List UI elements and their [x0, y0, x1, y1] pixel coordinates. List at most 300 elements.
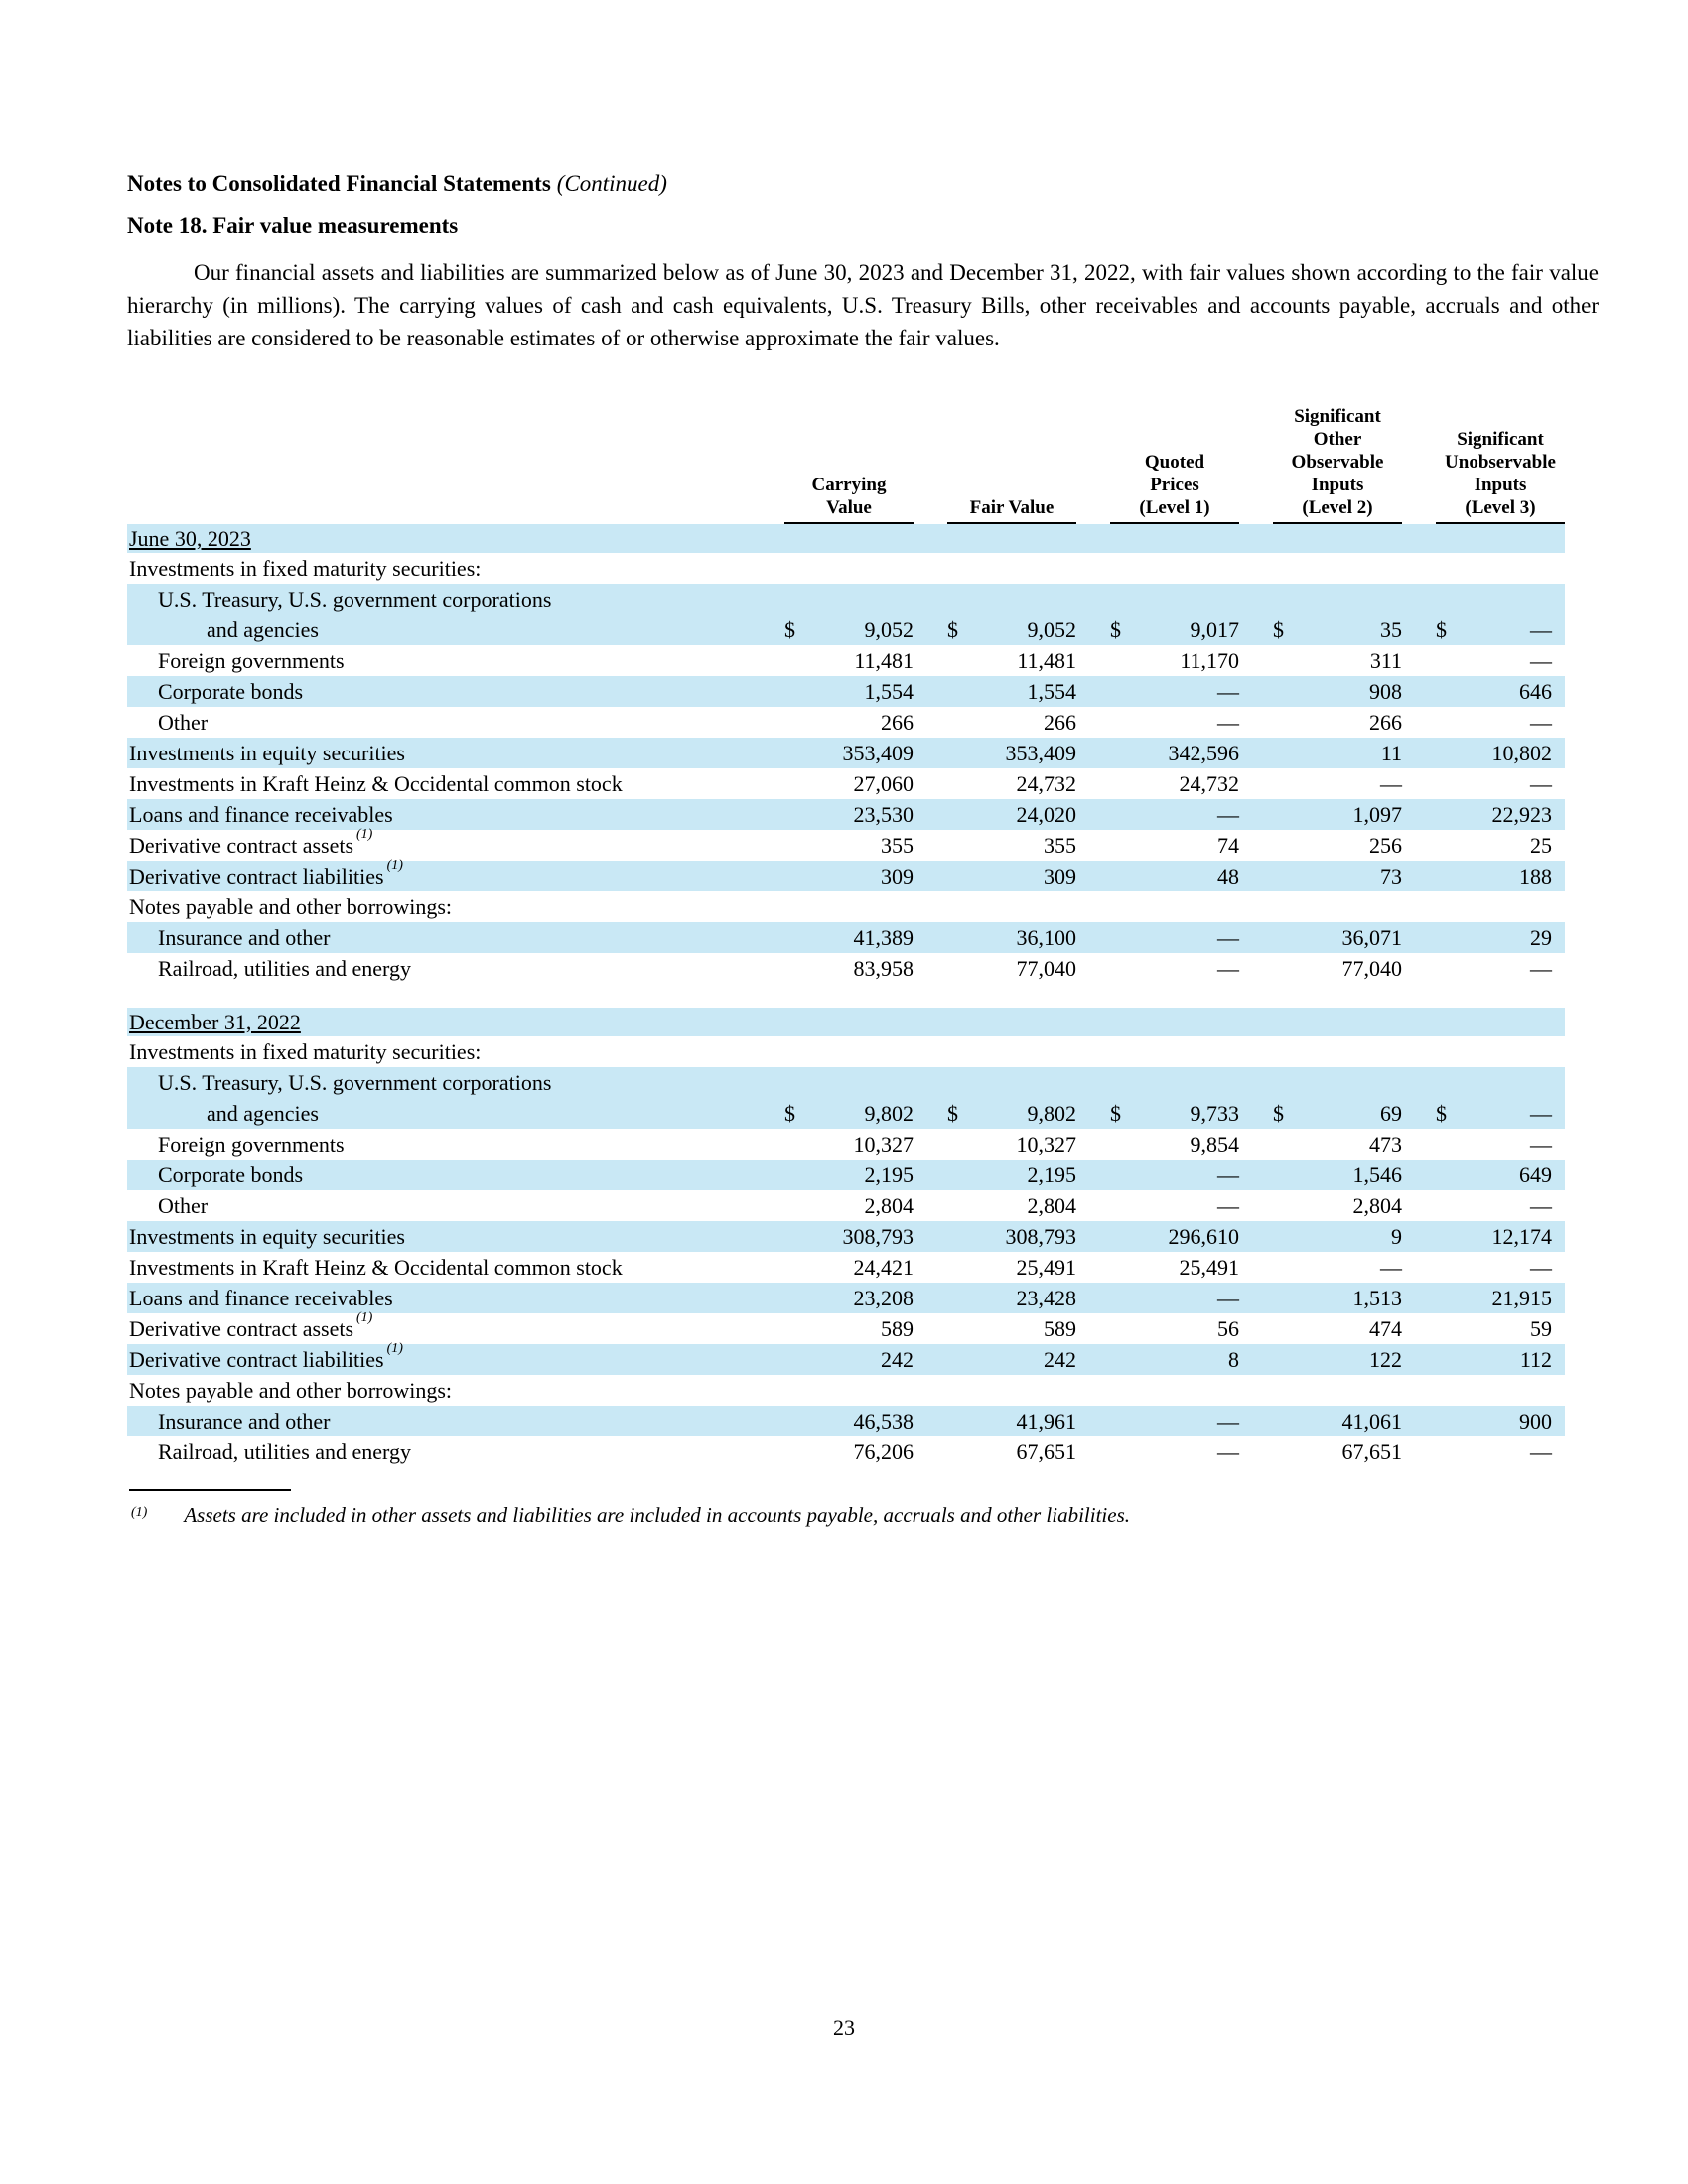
- value-text: —: [1380, 1255, 1402, 1280]
- row-label: [127, 676, 751, 707]
- value-text: 69: [1380, 1101, 1402, 1126]
- row-label: [127, 1036, 751, 1067]
- value-text: 24,732: [1016, 771, 1076, 796]
- page-number: 23: [833, 2015, 855, 2040]
- row-label-line: Railroad, utilities and energy: [158, 1439, 411, 1464]
- value-text: 25,491: [1016, 1255, 1076, 1280]
- value-cell: [1436, 799, 1565, 830]
- value-cell: [1110, 1313, 1239, 1344]
- row-label-line: Foreign governments: [158, 648, 345, 673]
- row-label: [127, 1221, 751, 1252]
- value-text: 9,802: [1027, 1101, 1076, 1126]
- value-text: 112: [1519, 1347, 1552, 1372]
- table-row-insurance-and-other: [127, 1406, 1565, 1436]
- value-text: —: [1530, 1439, 1552, 1464]
- value-text: 22,923: [1491, 802, 1552, 827]
- column-header-level-2: [1273, 405, 1402, 524]
- value-text: 2,804: [864, 1193, 914, 1218]
- value-cell: [1436, 584, 1565, 645]
- table-header-row: [127, 398, 1565, 524]
- value-cell: [1273, 553, 1402, 584]
- value-cell: [1110, 645, 1239, 676]
- value-text: —: [1530, 1101, 1552, 1126]
- value-cell: [1110, 891, 1239, 922]
- value-text: 11,170: [1180, 648, 1239, 673]
- value-cell: [1273, 1252, 1402, 1283]
- value-cell: [947, 1221, 1076, 1252]
- value-text: 73: [1380, 864, 1402, 888]
- row-label: [127, 1190, 751, 1221]
- value-text: 1,097: [1352, 802, 1402, 827]
- value-cell: [1110, 1160, 1239, 1190]
- row-label-line: Corporate bonds: [158, 1162, 304, 1187]
- value-cell: [947, 1129, 1076, 1160]
- column-header-line: Significant: [1457, 429, 1544, 450]
- value-text: 589: [881, 1316, 914, 1341]
- value-cell: [1110, 1129, 1239, 1160]
- value-cell: [784, 524, 914, 553]
- column-header-level-3: [1436, 428, 1565, 524]
- value-cell: [1436, 676, 1565, 707]
- value-text: 1,546: [1352, 1162, 1402, 1187]
- value-cell: [947, 1436, 1076, 1467]
- row-label-line: Insurance and other: [158, 1409, 331, 1433]
- row-label: [127, 1252, 751, 1283]
- value-cell: [784, 1067, 914, 1129]
- value-cell: [947, 1252, 1076, 1283]
- value-cell: [1273, 645, 1402, 676]
- value-cell: [1273, 707, 1402, 738]
- value-text: —: [1380, 771, 1402, 796]
- document-title-continued: (Continued): [556, 171, 667, 196]
- value-cell: [947, 768, 1076, 799]
- row-label: [127, 553, 751, 584]
- value-cell: [1110, 1344, 1239, 1375]
- value-cell: [947, 707, 1076, 738]
- value-cell: [784, 922, 914, 953]
- value-text: 67,651: [1016, 1439, 1076, 1464]
- value-text: 1,554: [1027, 679, 1076, 704]
- table-row-u-s-treasury-u-s-government-corporations: [127, 584, 1565, 645]
- value-cell: [1436, 553, 1565, 584]
- value-cell: [1273, 524, 1402, 553]
- value-text: 41,389: [853, 925, 914, 950]
- intro-paragraph: Our financial assets and liabilities are summarized below as of June 30, 2023 and December 31, 2022, with fair values shown according to the fair value hierarchy (in millions). The carrying values of cash and cash equivalents, U.S. Treasury Bills, other receivables and accounts payable, accruals and other liabilities are considered to be reasonable estimates of or otherwise approximate the fair values.: [127, 260, 1599, 350]
- table-row-u-s-treasury-u-s-government-corporations: [127, 1067, 1565, 1129]
- row-label: [127, 1129, 751, 1160]
- value-cell: [1436, 1375, 1565, 1406]
- table-row-corporate-bonds: [127, 676, 1565, 707]
- footnote-ref: (1): [386, 1340, 403, 1356]
- row-label-line: Foreign governments: [158, 1132, 345, 1157]
- value-text: 10,802: [1491, 741, 1552, 765]
- row-label-line: Other: [158, 710, 209, 735]
- value-text: 1,554: [864, 679, 914, 704]
- row-label: [127, 1160, 751, 1190]
- table-row-investments-in-equity-securities: [127, 738, 1565, 768]
- column-header-level-1: [1110, 451, 1239, 524]
- row-label: [127, 799, 751, 830]
- value-text: —: [1217, 802, 1239, 827]
- currency-symbol: $: [1273, 617, 1284, 642]
- table-row-derivative-contract-liabilities: [127, 1340, 1565, 1375]
- row-label-line: Other: [158, 1193, 209, 1218]
- value-cell: [1436, 1344, 1565, 1375]
- currency-symbol: $: [784, 617, 795, 642]
- value-cell: [1110, 1375, 1239, 1406]
- row-label-line: Derivative contract liabilities $^{(1)}$: [129, 857, 403, 888]
- table-row-foreign-governments: [127, 645, 1565, 676]
- row-label: [127, 1283, 751, 1313]
- value-text: 23,428: [1016, 1286, 1076, 1310]
- value-text: 46,538: [853, 1409, 914, 1433]
- value-cell: [1436, 707, 1565, 738]
- row-label: [127, 953, 751, 984]
- value-cell: [784, 1190, 914, 1221]
- column-header-line: Other: [1313, 429, 1362, 450]
- value-cell: [784, 1283, 914, 1313]
- value-text: —: [1217, 1286, 1239, 1310]
- value-cell: [1273, 953, 1402, 984]
- value-cell: [1273, 1190, 1402, 1221]
- value-cell: [1436, 768, 1565, 799]
- row-label-line: U.S. Treasury, U.S. government corporations: [158, 587, 552, 612]
- value-cell: [947, 1067, 1076, 1129]
- value-text: 56: [1217, 1316, 1239, 1341]
- row-label: [127, 922, 751, 953]
- table-row-foreign-governments: [127, 1129, 1565, 1160]
- value-cell: [1273, 1436, 1402, 1467]
- value-cell: [1273, 1344, 1402, 1375]
- column-header-line: Carrying: [811, 475, 887, 495]
- value-text: —: [1530, 1132, 1552, 1157]
- value-cell: [947, 738, 1076, 768]
- footnote-ref: (1): [356, 1309, 373, 1325]
- column-header-line: Significant: [1294, 406, 1381, 427]
- value-text: 11: [1380, 741, 1402, 765]
- value-cell: [947, 1160, 1076, 1190]
- table-row-derivative-contract-liabilities: [127, 857, 1565, 891]
- value-text: —: [1530, 710, 1552, 735]
- row-label-line: Notes payable and other borrowings:: [129, 1378, 453, 1403]
- row-label: [127, 584, 751, 645]
- table-row-corporate-bonds: [127, 1160, 1565, 1190]
- value-cell: [947, 553, 1076, 584]
- value-cell: [1273, 861, 1402, 891]
- row-label: [127, 826, 751, 861]
- table-row-investments-in-fixed-maturity-securities: [127, 553, 1565, 584]
- currency-symbol: $: [1436, 617, 1447, 642]
- row-label: [127, 707, 751, 738]
- value-text: —: [1217, 1439, 1239, 1464]
- value-text: —: [1530, 617, 1552, 642]
- row-label: [127, 1067, 751, 1129]
- value-cell: [784, 707, 914, 738]
- value-text: 311: [1369, 648, 1402, 673]
- column-header-line: Unobservable: [1445, 452, 1556, 473]
- value-text: 308,793: [1005, 1224, 1076, 1249]
- value-cell: [1110, 1067, 1239, 1129]
- value-cell: [784, 1252, 914, 1283]
- value-text: 10,327: [853, 1132, 914, 1157]
- value-cell: [1273, 768, 1402, 799]
- row-label: [127, 857, 751, 891]
- table-row-railroad-utilities-and-energy: [127, 953, 1565, 984]
- value-text: 1,513: [1352, 1286, 1402, 1310]
- value-text: 2,195: [1027, 1162, 1076, 1187]
- value-text: 77,040: [1341, 956, 1402, 981]
- document-title: [127, 170, 1599, 198]
- value-text: 74: [1217, 833, 1239, 858]
- value-text: —: [1217, 679, 1239, 704]
- row-label: [127, 645, 751, 676]
- value-cell: [1273, 799, 1402, 830]
- section-date-row-june-30-2023: [127, 524, 1565, 553]
- value-cell: [1436, 861, 1565, 891]
- row-label-line: Investments in Kraft Heinz & Occidental common stock: [129, 771, 623, 796]
- value-cell: [1110, 830, 1239, 861]
- value-text: 122: [1369, 1347, 1402, 1372]
- value-cell: [784, 891, 914, 922]
- value-text: 23,530: [853, 802, 914, 827]
- value-text: —: [1530, 1255, 1552, 1280]
- value-text: 59: [1530, 1316, 1552, 1341]
- section-date: [127, 1008, 751, 1036]
- column-header-carrying-value: [784, 474, 914, 524]
- currency-symbol: $: [1110, 617, 1121, 642]
- value-text: 9: [1391, 1224, 1402, 1249]
- value-text: 908: [1369, 679, 1402, 704]
- value-cell: [947, 1344, 1076, 1375]
- value-text: 10,327: [1016, 1132, 1076, 1157]
- row-label: [127, 891, 751, 922]
- value-cell: [1436, 922, 1565, 953]
- column-header-line: Value: [826, 497, 872, 518]
- row-label-line: Railroad, utilities and energy: [158, 956, 411, 981]
- value-cell: [947, 1283, 1076, 1313]
- value-cell: [784, 738, 914, 768]
- table-row-other: [127, 707, 1565, 738]
- column-header-fair-value: [947, 496, 1076, 524]
- value-cell: [947, 584, 1076, 645]
- value-cell: [1110, 799, 1239, 830]
- value-cell: [1110, 738, 1239, 768]
- value-text: 353,409: [842, 741, 914, 765]
- table-row-investments-in-kraft-heinz-occidental-common-stock: [127, 768, 1565, 799]
- value-text: 23,208: [853, 1286, 914, 1310]
- table-row-derivative-contract-assets: [127, 826, 1565, 861]
- value-cell: [784, 553, 914, 584]
- table-row-loans-and-finance-receivables: [127, 1283, 1565, 1313]
- value-text: 2,804: [1352, 1193, 1402, 1218]
- value-text: 27,060: [853, 771, 914, 796]
- currency-symbol: $: [1273, 1101, 1284, 1126]
- value-cell: [1110, 861, 1239, 891]
- row-label: [127, 1436, 751, 1467]
- value-cell: [947, 922, 1076, 953]
- value-cell: [1436, 1252, 1565, 1283]
- value-cell: [947, 676, 1076, 707]
- value-cell: [1110, 524, 1239, 553]
- value-text: 29: [1530, 925, 1552, 950]
- section-spacer: [127, 984, 1565, 1008]
- value-text: 36,100: [1016, 925, 1076, 950]
- value-text: —: [1217, 1409, 1239, 1433]
- column-header-line: Observable: [1291, 452, 1384, 473]
- value-text: 9,854: [1190, 1132, 1239, 1157]
- footnote-marker: (1): [131, 1505, 148, 1520]
- value-cell: [1110, 1406, 1239, 1436]
- table-row-other: [127, 1190, 1565, 1221]
- footnote: [131, 1502, 1601, 1532]
- column-header-line: Fair Value: [969, 497, 1055, 518]
- value-cell: [1273, 891, 1402, 922]
- row-label-line: Derivative contract assets $^{(1)}$: [129, 1309, 373, 1341]
- value-text: 25: [1530, 833, 1552, 858]
- table-row-investments-in-equity-securities: [127, 1221, 1565, 1252]
- value-text: 355: [1044, 833, 1076, 858]
- footnote-rule: [129, 1489, 291, 1491]
- value-text: 309: [881, 864, 914, 888]
- value-cell: [1273, 584, 1402, 645]
- table-row-notes-payable-and-other-borrowings: [127, 891, 1565, 922]
- value-text: 41,061: [1341, 1409, 1402, 1433]
- value-text: 296,610: [1168, 1224, 1239, 1249]
- row-label: [127, 738, 751, 768]
- value-text: 266: [881, 710, 914, 735]
- section-date: [127, 524, 751, 553]
- currency-symbol: $: [947, 617, 958, 642]
- value-cell: [1110, 1436, 1239, 1467]
- currency-symbol: $: [1436, 1101, 1447, 1126]
- value-cell: [784, 676, 914, 707]
- note-heading: Note 18. Fair value measurements: [127, 213, 459, 238]
- value-cell: [1110, 1036, 1239, 1067]
- value-cell: [1436, 1190, 1565, 1221]
- row-label-line2: and agencies: [207, 1101, 319, 1126]
- value-text: 242: [1044, 1347, 1076, 1372]
- value-text: 67,651: [1341, 1439, 1402, 1464]
- document-title-text: Notes to Consolidated Financial Statements: [127, 171, 551, 196]
- value-text: 355: [881, 833, 914, 858]
- value-text: 11,481: [1017, 648, 1076, 673]
- value-cell: [947, 645, 1076, 676]
- value-cell: [784, 1313, 914, 1344]
- table-row-railroad-utilities-and-energy: [127, 1436, 1565, 1467]
- row-label-line: Loans and finance receivables: [129, 802, 393, 827]
- value-cell: [1436, 1313, 1565, 1344]
- value-cell: [784, 953, 914, 984]
- row-label: [127, 1406, 751, 1436]
- value-cell: [1436, 1436, 1565, 1467]
- value-cell: [1273, 1283, 1402, 1313]
- value-text: —: [1530, 1193, 1552, 1218]
- value-cell: [947, 1375, 1076, 1406]
- value-cell: [784, 830, 914, 861]
- value-text: —: [1530, 648, 1552, 673]
- value-cell: [1110, 1190, 1239, 1221]
- value-text: —: [1217, 710, 1239, 735]
- value-cell: [1436, 1160, 1565, 1190]
- value-cell: [784, 1375, 914, 1406]
- value-text: 12,174: [1491, 1224, 1552, 1249]
- row-label: [127, 1375, 751, 1406]
- value-cell: [1273, 830, 1402, 861]
- value-cell: [1436, 1067, 1565, 1129]
- value-text: 35: [1380, 617, 1402, 642]
- table-row-notes-payable-and-other-borrowings: [127, 1375, 1565, 1406]
- row-label: [127, 1309, 751, 1344]
- column-header-line: Inputs: [1474, 475, 1527, 495]
- value-text: —: [1217, 1162, 1239, 1187]
- value-cell: [947, 891, 1076, 922]
- value-text: 24,020: [1016, 802, 1076, 827]
- value-cell: [784, 1160, 914, 1190]
- row-label-line: Corporate bonds: [158, 679, 304, 704]
- value-text: 2,804: [1027, 1193, 1076, 1218]
- value-cell: [947, 953, 1076, 984]
- value-cell: [1436, 953, 1565, 984]
- row-label-line: Investments in fixed maturity securities:: [129, 1039, 482, 1064]
- value-cell: [1110, 953, 1239, 984]
- value-cell: [1436, 1406, 1565, 1436]
- value-cell: [947, 799, 1076, 830]
- value-text: 9,052: [1027, 617, 1076, 642]
- value-text: —: [1217, 956, 1239, 981]
- value-cell: [1436, 891, 1565, 922]
- fair-value-table: [127, 398, 1565, 1467]
- value-text: 266: [1369, 710, 1402, 735]
- value-cell: [947, 1008, 1076, 1036]
- value-cell: [784, 1406, 914, 1436]
- value-cell: [1436, 1036, 1565, 1067]
- footnote-text: Assets are included in other assets and liabilities are included in accounts payable, accruals and other liabilities.: [184, 1503, 1130, 1527]
- value-text: 242: [881, 1347, 914, 1372]
- value-text: 266: [1044, 710, 1076, 735]
- value-text: 48: [1217, 864, 1239, 888]
- value-text: 353,409: [1005, 741, 1076, 765]
- value-cell: [1273, 1008, 1402, 1036]
- row-label-line: Loans and finance receivables: [129, 1286, 393, 1310]
- value-cell: [947, 524, 1076, 553]
- value-cell: [1110, 1283, 1239, 1313]
- value-text: 21,915: [1491, 1286, 1552, 1310]
- value-cell: [784, 645, 914, 676]
- row-label-line: Investments in Kraft Heinz & Occidental common stock: [129, 1255, 623, 1280]
- value-text: 11,481: [854, 648, 914, 673]
- value-cell: [784, 584, 914, 645]
- value-text: 188: [1519, 864, 1552, 888]
- value-cell: [1436, 1283, 1565, 1313]
- value-cell: [1110, 1008, 1239, 1036]
- column-header-line: Prices: [1150, 475, 1199, 495]
- column-header-line: (Level 2): [1302, 497, 1373, 518]
- value-text: —: [1530, 771, 1552, 796]
- value-text: 9,733: [1190, 1101, 1239, 1126]
- value-cell: [784, 799, 914, 830]
- footnote-ref: (1): [356, 826, 373, 842]
- currency-symbol: $: [1110, 1101, 1121, 1126]
- row-label-line: Insurance and other: [158, 925, 331, 950]
- section-date-text: June 30, 2023: [129, 526, 251, 551]
- column-header-line: Inputs: [1311, 475, 1364, 495]
- value-cell: [1436, 1129, 1565, 1160]
- value-cell: [784, 1129, 914, 1160]
- row-label: [127, 768, 751, 799]
- value-cell: [1273, 1375, 1402, 1406]
- value-cell: [1273, 1036, 1402, 1067]
- value-text: 9,052: [864, 617, 914, 642]
